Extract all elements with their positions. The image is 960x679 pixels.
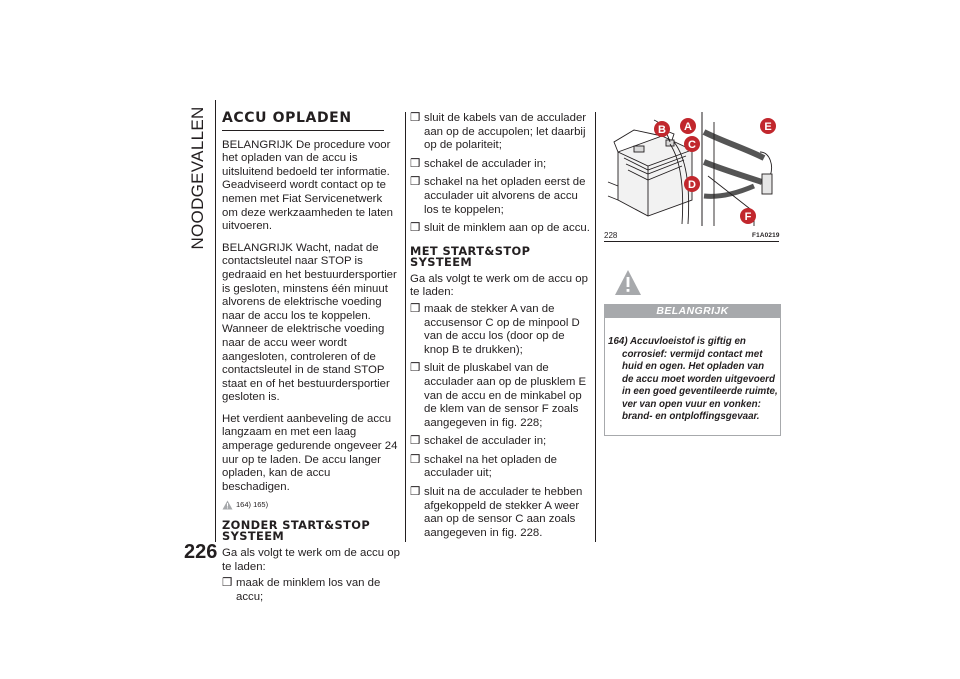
paragraph-important-1: BELANGRIJK De procedure voor het opladen van de accu is uitsluitend bedoeld ter informatie. Geadviseerd wordt contact op te nemen met Fiat Servicenetwerk om deze werkzaamheden te laten uitvoeren. <box>222 138 393 233</box>
text-column-2 <box>410 112 590 545</box>
chapter-side-tab <box>186 106 210 250</box>
callout-e-label: E <box>764 121 772 133</box>
section-heading: ACCU OPLADEN <box>222 112 384 131</box>
sub-heading-without-startstop: ZONDER START&STOP SYSTEEM <box>222 518 371 544</box>
list-item: ❒ maak de minklem los van de accu; <box>222 577 381 603</box>
list-item: ❒ sluit na de acculader te hebben afgekoppeld de stekker A weer aan op de sensor C aan zoals aangegeven in fig. 228. <box>410 486 583 539</box>
checkbox-bullet-icon: ❒ <box>410 112 421 124</box>
checkbox-bullet-icon: ❒ <box>222 577 233 590</box>
paragraph-intro: Ga als volgt te werk om de accu op te laden: <box>222 547 400 573</box>
warning-reference-text: 164) 165) <box>236 500 269 510</box>
warning-number: 164) <box>608 336 628 347</box>
list-item: ❒ schakel de acculader in; <box>410 157 547 170</box>
paragraph-recommendation: Het verdient aanbeveling de accu langzaam en met een laag amperage gedurende ongeveer 24 uur op te laden. De accu langer opladen, kan de accu beschadigen. <box>222 412 398 493</box>
checkbox-bullet-icon: ❒ <box>410 222 421 235</box>
checkbox-bullet-icon: ❒ <box>410 453 421 466</box>
list-item: ❒ schakel de acculader in; <box>410 435 547 448</box>
list-item: ❒ sluit de pluskabel van de acculader aan op de plusklem E van de accu en de minkabel op de klem van de sensor F zoals aangegeven in fig. 228; <box>410 362 587 429</box>
chapter-title: NOODGEVALLEN <box>188 106 207 250</box>
list-item: ❒ maak de stekker A van de accusensor C op de minpool D van de accu los (door op de knop B te drukken); <box>410 302 580 356</box>
warning-triangle-icon <box>222 500 233 510</box>
text-column-1 <box>222 112 400 609</box>
warning-reference[interactable] <box>222 498 400 512</box>
column-divider-2 <box>595 112 596 542</box>
side-divider <box>215 100 216 542</box>
warning-body: Accuvloeistof is giftig en corrosief: vermijd contact met huid en ogen. Het opladen van de accu moet worden uitgevoerd in een goed geventileerde ruimte, ver van open vuur en vonken: brand- en ontploffingsgevaar. <box>622 336 778 422</box>
checkbox-bullet-icon: ❒ <box>410 486 421 499</box>
checkbox-bullet-icon: ❒ <box>410 435 421 448</box>
list-item: ❒ schakel na het opladen eerst de acculader uit alvorens de accu los te koppelen; <box>410 176 586 216</box>
figure-number: 228 <box>604 231 618 240</box>
battery-illustration-svg <box>604 112 779 226</box>
list-item: ❒ schakel na het opladen de acculader uit; <box>410 453 557 480</box>
callout-f-label: F <box>744 211 752 223</box>
checkbox-bullet-icon: ❒ <box>410 157 421 170</box>
figure-caption-rule <box>604 241 779 242</box>
figure-code: F1A0219 <box>752 232 780 239</box>
warning-header: BELANGRIJK <box>604 304 781 318</box>
column-divider-1 <box>405 112 406 542</box>
checkbox-bullet-icon: ❒ <box>410 362 421 375</box>
list-item: ❒ sluit de minklem aan op de accu. <box>410 222 590 235</box>
checkbox-bullet-icon: ❒ <box>410 176 421 189</box>
battery-charging-illustration <box>604 112 779 226</box>
warning-triangle-icon <box>614 269 642 297</box>
list-item: ❒ sluit de kabels van de acculader aan op de accupolen; let daarbij op de polariteit; <box>410 112 587 152</box>
paragraph-intro: Ga als volgt te werk om de accu op te laden: <box>410 272 588 299</box>
callout-b-label: B <box>658 124 666 136</box>
warning-text <box>608 336 778 424</box>
callout-a-label: A <box>684 121 692 133</box>
sub-heading-with-startstop: MET START&STOP SYSTEEM <box>410 243 531 269</box>
callout-c-label: C <box>688 139 696 151</box>
callout-d-label: D <box>688 179 696 191</box>
paragraph-important-2: BELANGRIJK Wacht, nadat de contactsleutel naar STOP is gedraaid en het bestuurdersportier is gesloten, minstens één minuut alvorens de elektrische voeding naar de accu los te koppelen. Wanneer de elektrische voeding naar de accu weer wordt aangesloten, controleren of de contactsleutel in de stand STOP staat en of het bestuurdersportier gesloten is. <box>222 241 397 404</box>
checkbox-bullet-icon: ❒ <box>410 302 421 315</box>
page-number: 226 <box>184 541 218 563</box>
